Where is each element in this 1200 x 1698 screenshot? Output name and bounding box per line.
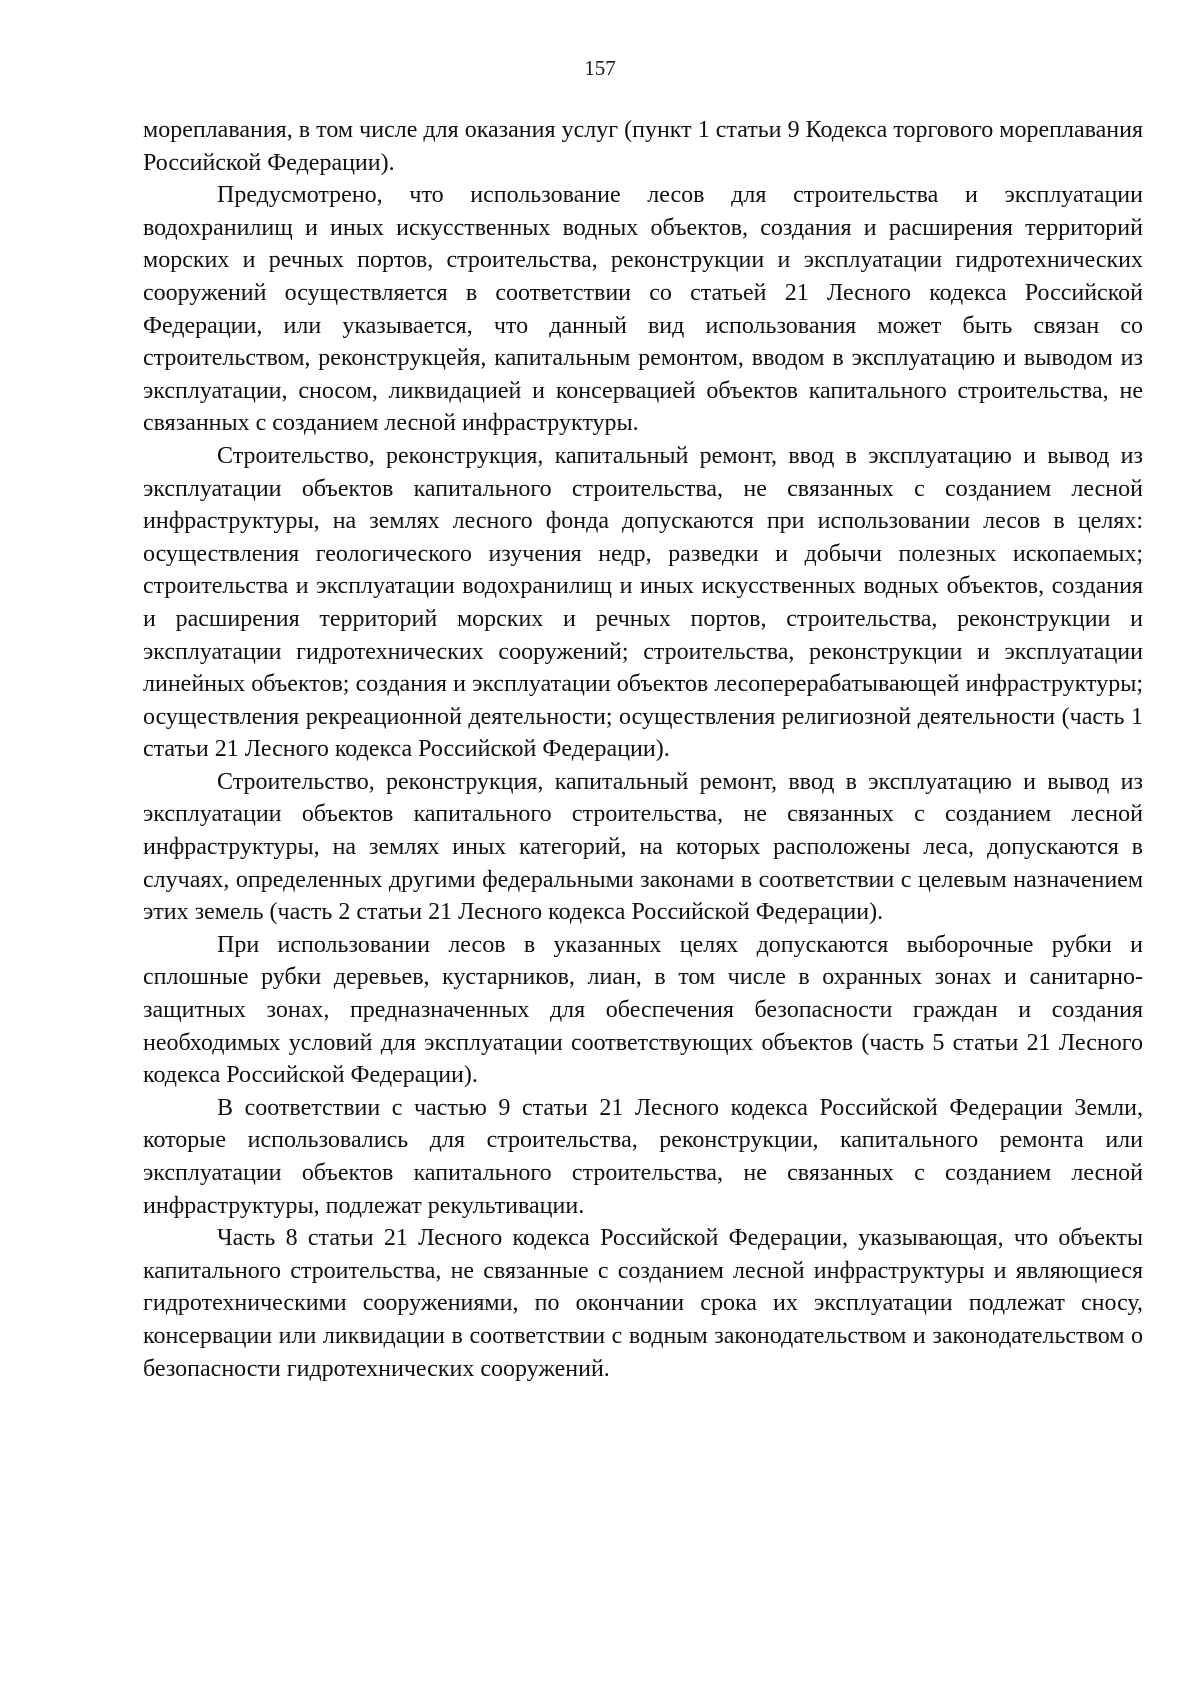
paragraph: В соответствии с частью 9 статьи 21 Лесного кодекса Российской Федерации Земли, которые использовались для строительства, реконструкции, капитального ремонта или эксплуатации объектов капитального строительства, не связанных с созданием лесной инфраструктуры, подлежат рекультивации.	[143, 1094, 1143, 1219]
paragraph: Строительство, реконструкция, капитальный ремонт, ввод в эксплуатацию и вывод из эксплуатации объектов капитального строительства, не связанных с созданием лесной инфраструктуры, на землях лесного фонда допускаются при использовании лесов в целях: осуществления геологического изучения недр, разведки и добычи полезных ископаемых; строительства и эксплуатации водохранилищ и иных искусственных водных объектов, создания и расширения территорий морских и речных портов, строительства, реконструкции и эксплуатации гидротехнических сооружений; строительства, реконструкции и эксплуатации линейных объектов; создания и эксплуатации объектов лесоперерабатывающей инфраструктуры; осуществления рекреационной деятельности; осуществления религиозной деятельности (часть 1 статьи 21 Лесного кодекса Российской Федерации).	[143, 442, 1143, 763]
page-number: 157	[584, 56, 616, 80]
paragraph: Часть 8 статьи 21 Лесного кодекса Российской Федерации, указывающая, что объекты капитального строительства, не связанные с созданием лесной инфраструктуры и являющиеся гидротехническими сооружениями, по окончании срока их эксплуатации подлежат сносу, консервации или ликвидации в соответствии с водным законодательством и законодательством о безопасности гидротехнических сооружений.	[143, 1225, 1143, 1382]
paragraph-continuation: мореплавания, в том числе для оказания услуг (пункт 1 статьи 9 Кодекса торгового мореплавания Российской Федерации).	[143, 117, 1143, 176]
paragraph: Предусмотрено, что использование лесов для строительства и эксплуатации водохранилищ и иных искусственных водных объектов, создания и расширения территорий морских и речных портов, строительства, реконструкции и эксплуатации гидротехнических сооружений осуществляется в соответствии со статьей 21 Лесного кодекса Российской Федерации, или указывается, что данный вид использования может быть связан со строительством, реконструкцейя, капитальным ремонтом, вводом в эксплуатацию и выводом из эксплуатации, сносом, ликвидацией и консервацией объектов капитального строительства, не связанных с созданием лесной инфраструктуры.	[143, 182, 1143, 437]
document-body	[143, 114, 1143, 1385]
paragraph: Строительство, реконструкция, капитальный ремонт, ввод в эксплуатацию и вывод из эксплуатации объектов капитального строительства, не связанных с созданием лесной инфраструктуры, на землях иных категорий, на которых расположены леса, допускаются в случаях, определенных другими федеральными законами в соответствии с целевым назначением этих земель (часть 2 статьи 21 Лесного кодекса Российской Федерации).	[143, 768, 1143, 926]
paragraph: При использовании лесов в указанных целях допускаются выборочные рубки и сплошные рубки деревьев, кустарников, лиан, в том числе в охранных зонах и санитарно-защитных зонах, предназначенных для обеспечения безопасности граждан и создания необходимых условий для эксплуатации соответствующих объектов (часть 5 статьи 21 Лесного кодекса Российской Федерации).	[143, 931, 1143, 1089]
